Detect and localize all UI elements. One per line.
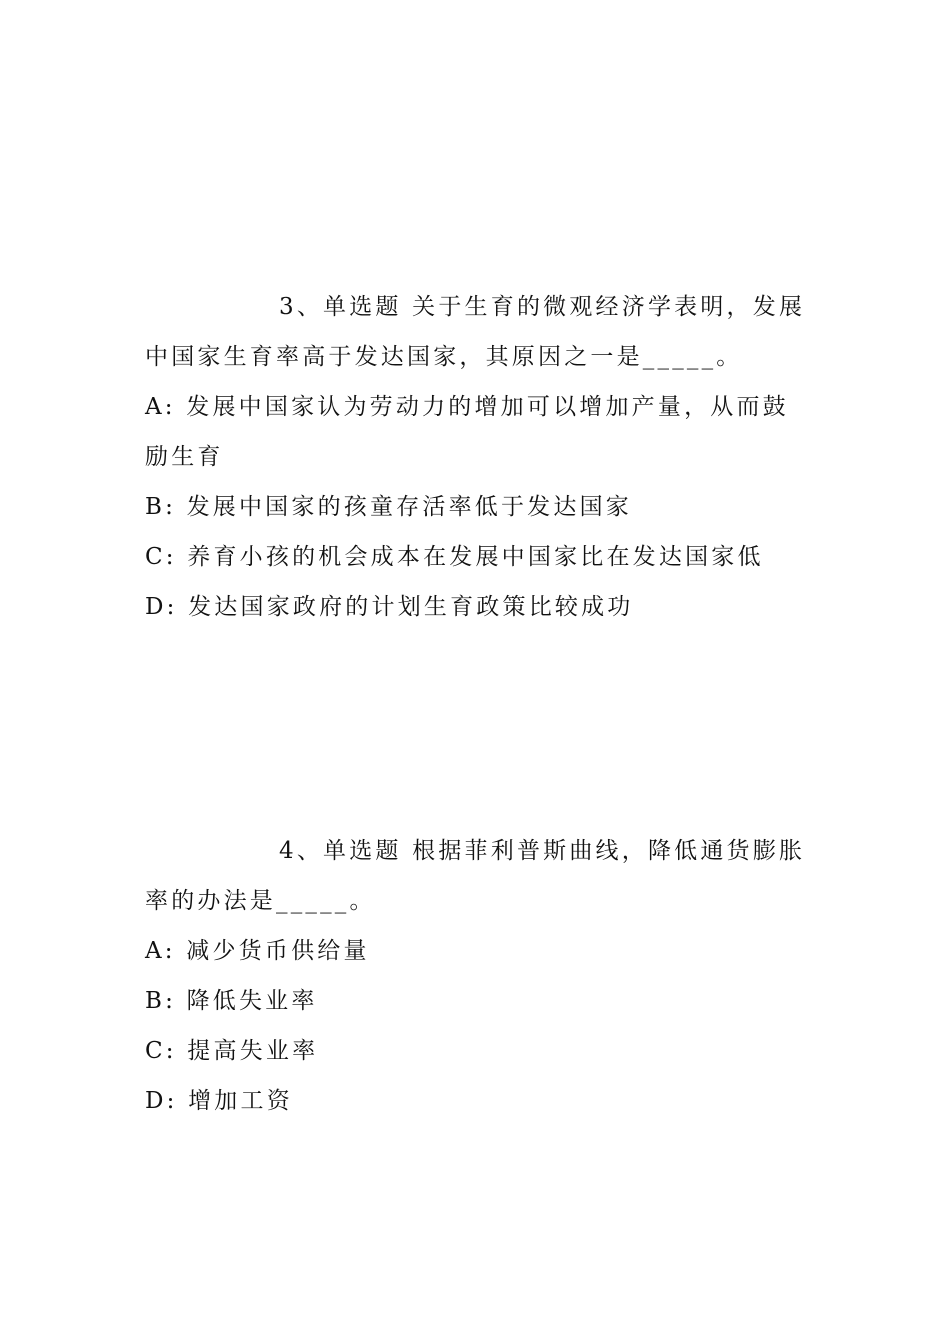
option-key: A: [145,394,176,420]
option-b [145,976,810,1026]
option-key: D: [145,594,178,620]
option-text: 发展中国家的孩童存活率低于发达国家 [186,494,632,520]
option-text: 发达国家政府的计划生育政策比较成功 [188,594,634,620]
option-b [145,482,810,532]
option-key: B: [145,494,177,520]
option-key: D: [145,1088,178,1114]
option-a [145,382,810,482]
option-text: 增加工资 [188,1088,293,1114]
option-key: C: [145,544,177,570]
option-text: 降低失业率 [186,988,318,1014]
option-text: 养育小孩的机会成本在发展中国家比在发达国家低 [187,544,764,570]
option-d [145,1076,810,1126]
question-4 [145,826,810,1126]
option-key: B: [145,988,177,1014]
question-stem: 4、单选题 根据菲利普斯曲线，降低通货膨胀率的办法是_____。 [145,838,806,914]
option-text: 提高失业率 [187,1038,319,1064]
option-c [145,532,810,582]
option-d [145,582,810,632]
question-stem: 3、单选题 关于生育的微观经济学表明，发展中国家生育率高于发达国家，其原因之一是_____。 [145,294,806,370]
option-a [145,926,810,976]
option-c [145,1026,810,1076]
option-key: C: [145,1038,177,1064]
option-key: A: [145,938,176,964]
option-text: 发展中国家认为劳动力的增加可以增加产量，从而鼓励生育 [145,394,789,470]
option-text: 减少货币供给量 [186,938,370,964]
question-3 [145,282,810,632]
